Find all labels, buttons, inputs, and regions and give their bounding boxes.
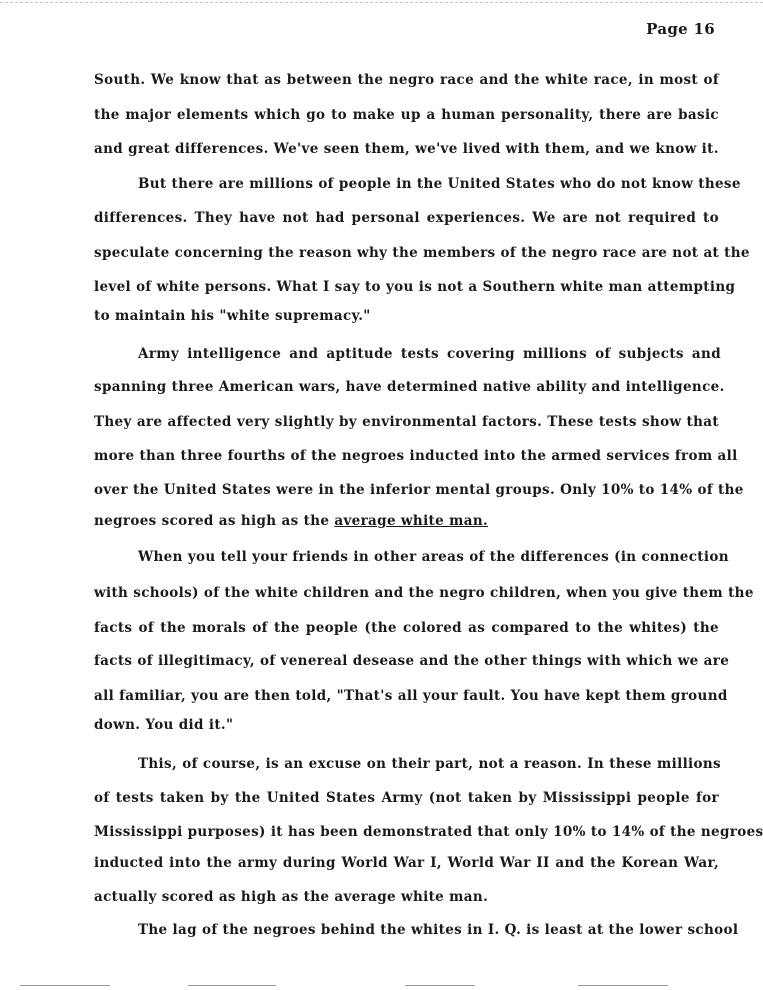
text-line: down. You did it." xyxy=(94,717,234,733)
text-line: speculate concerning the reason why the members of the negro race are not at the xyxy=(94,245,750,261)
text-line: all familiar, you are then told, "That's all your fault. You have kept them ground xyxy=(94,688,728,704)
text-line: facts of illegitimacy, of venereal desease and the other things with which we are xyxy=(94,653,730,669)
text-line: inducted into the army during World War I, World War II and the Korean War, xyxy=(94,855,719,871)
text-line xyxy=(94,511,719,531)
text-line: This, of course, is an excuse on their part, not a reason. In these millions xyxy=(138,756,721,772)
text-line: to maintain his "white supremacy." xyxy=(94,308,371,324)
page-number: Page 16 xyxy=(646,20,715,38)
text-line: more than three fourths of the negroes inducted into the armed services from all xyxy=(94,448,738,464)
text-line: actually scored as high as the average white man. xyxy=(94,889,489,905)
scan-mark xyxy=(405,985,475,986)
text-line: They are affected very slightly by environmental factors. These tests show that xyxy=(94,414,719,430)
text-line: spanning three American wars, have determined native ability and intelligence. xyxy=(94,379,725,395)
text-line: level of white persons. What I say to you is not a Southern white man attempting xyxy=(94,279,736,295)
text-line: Mississippi purposes) it has been demonstrated that only 10% to 14% of the negroes xyxy=(94,824,763,840)
text-line: facts of the morals of the people (the colored as compared to the whites) the xyxy=(94,620,719,636)
text-line: over the United States were in the inferior mental groups. Only 10% to 14% of the xyxy=(94,482,744,498)
underlined-phrase: average white man. xyxy=(334,513,489,529)
text-line: with schools) of the white children and the negro children, when you give them the xyxy=(94,585,754,601)
text-line: South. We know that as between the negro race and the white race, in most of xyxy=(94,72,719,88)
scan-mark xyxy=(20,985,110,986)
text-line: But there are millions of people in the United States who do not know these xyxy=(138,176,741,192)
scan-mark xyxy=(188,985,276,986)
text-line: and great differences. We've seen them, we've lived with them, and we know it. xyxy=(94,141,719,157)
text-line: of tests taken by the United States Army (not taken by Mississippi people for xyxy=(94,790,719,806)
text-line: The lag of the negroes behind the whites in I. Q. is least at the lower school xyxy=(138,922,739,938)
text-line: Army intelligence and aptitude tests covering millions of subjects and xyxy=(138,346,721,362)
text-line: the major elements which go to make up a human personality, there are basic xyxy=(94,107,719,123)
scan-mark xyxy=(578,985,668,986)
text-line: differences. They have not had personal experiences. We are not required to xyxy=(94,210,719,226)
text-line: When you tell your friends in other areas of the differences (in connection xyxy=(138,549,729,565)
text-span: negroes scored as high as the xyxy=(94,513,335,529)
bottom-scan-marks xyxy=(0,984,763,986)
